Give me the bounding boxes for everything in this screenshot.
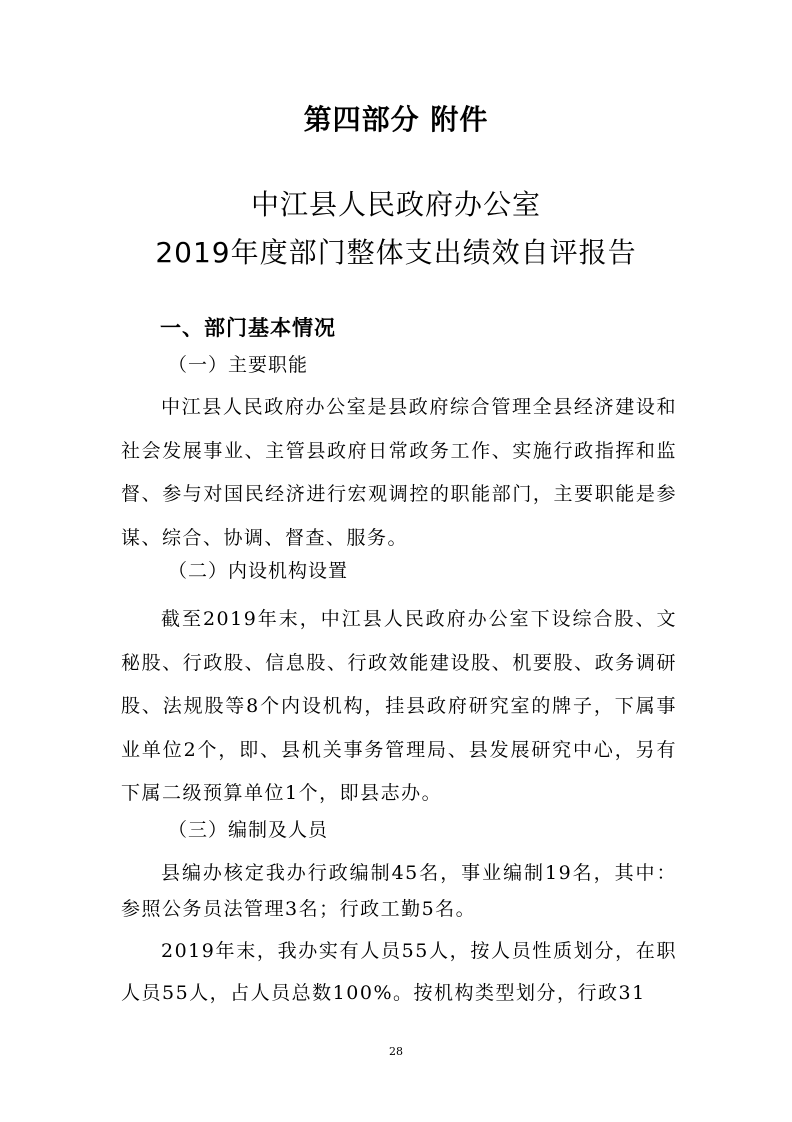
report-title-line-2: 2019年度部门整体支出绩效自评报告 <box>155 236 637 269</box>
subsection-heading-internal-structure: （二）内设机构设置 <box>168 560 349 582</box>
part-title: 第四部分 附件 <box>303 103 489 136</box>
staffing-paragraph-2: 2019年末，我办实有人员55人，按人员性质划分，在职人员55人，占人员总数100%。按机构类型划分，行政31 <box>121 940 677 1004</box>
section-heading-basic-info: 一、部门基本情况 <box>160 316 336 340</box>
staffing-paragraph-1: 县编办核定我办行政编制45名，事业编制19名，其中：参照公务员法管理3名；行政工勤5名。 <box>121 862 677 920</box>
internal-structure-paragraph: 截至2019年末，中江县人民政府办公室下设综合股、文秘股、行政股、信息股、行政效能建设股、机要股、政务调研股、法规股等8个内设机构，挂县政府研究室的牌子，下属事业单位2个，即、县机关事务管理局、县发展研究中心，另有下属二级预算单位1个，即县志办。 <box>121 608 677 804</box>
main-functions-paragraph: 中江县人民政府办公室是县政府综合管理全县经济建设和社会发展事业、主管县政府日常政务工作、实施行政指挥和监督、参与对国民经济进行宏观调控的职能部门，主要职能是参谋、综合、协调、督查、服务。 <box>121 396 677 549</box>
subsection-heading-main-functions: （一）主要职能 <box>168 354 309 376</box>
report-title-line-1: 中江县人民政府办公室 <box>250 188 541 221</box>
staffing-body-2 <box>121 930 677 1014</box>
page-number: 28 <box>389 1045 403 1058</box>
internal-structure-body <box>121 598 677 816</box>
staffing-body-1 <box>121 855 677 927</box>
subsection-heading-staffing: （三）编制及人员 <box>168 819 329 841</box>
main-functions-body <box>121 386 677 560</box>
